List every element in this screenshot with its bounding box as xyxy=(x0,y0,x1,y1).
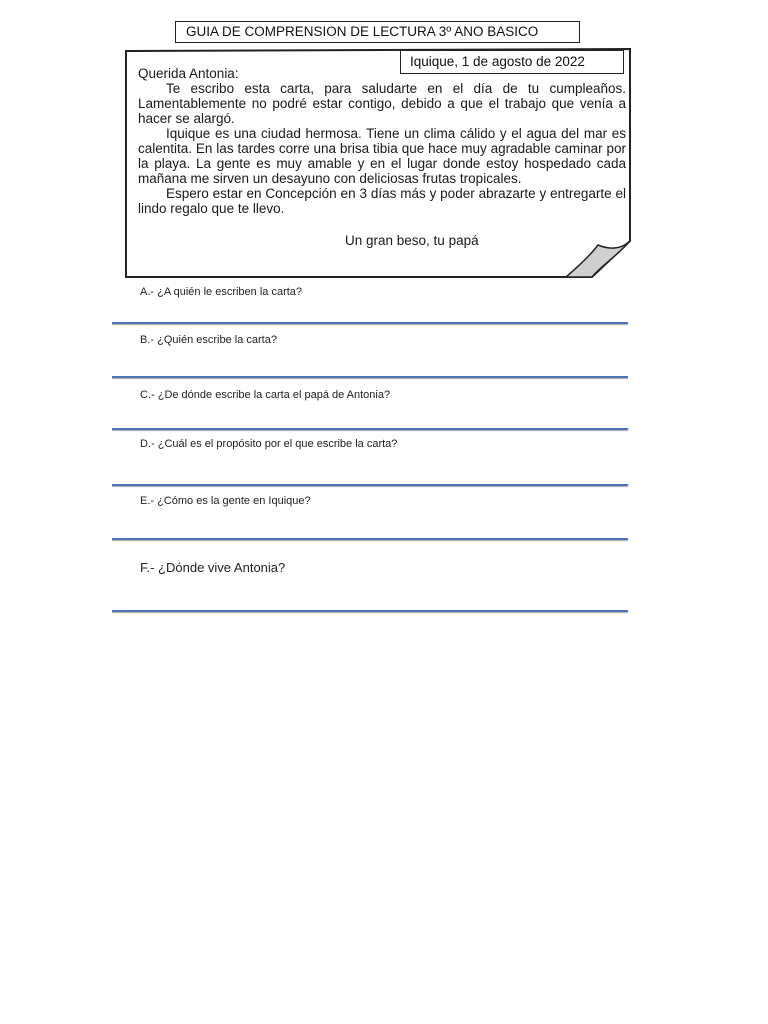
letter-signature: Un gran beso, tu papá xyxy=(345,233,479,248)
letter-salutation: Querida Antonia: xyxy=(138,66,239,81)
question-a: A.- ¿A quién le escriben la carta? xyxy=(140,286,303,298)
answer-line-e[interactable] xyxy=(112,538,628,540)
question-e: E.- ¿Cómo es la gente en Iquique? xyxy=(140,495,311,507)
letter-paragraph-1: Te escribo esta carta, para saludarte en el día de tu cumpleaños. Lamentablemente no podré estar contigo, debido a que el trabajo que venía a hacer se alargó. xyxy=(138,81,626,126)
question-c: C.- ¿De dónde escribe la carta el papá de Antonia? xyxy=(140,389,391,401)
answer-line-f[interactable] xyxy=(112,610,628,612)
letter-date: Iquique, 1 de agosto de 2022 xyxy=(400,50,624,74)
answer-line-a[interactable] xyxy=(112,322,628,324)
answer-line-c[interactable] xyxy=(112,428,628,430)
answer-line-b[interactable] xyxy=(112,376,628,378)
answer-line-d[interactable] xyxy=(112,484,628,486)
question-f: F.- ¿Dónde vive Antonia? xyxy=(140,560,286,575)
question-b: B.- ¿Quién escribe la carta? xyxy=(140,334,277,346)
letter-paragraph-3: Espero estar en Concepción en 3 días más y poder abrazarte y entregarte el lindo regalo que te llevo. xyxy=(138,186,626,216)
question-d: D.- ¿Cuál es el propósito por el que escribe la carta? xyxy=(140,438,398,450)
worksheet-title: GUIA DE COMPRENSION DE LECTURA 3º ANO BASICO xyxy=(175,21,580,43)
letter-body xyxy=(138,66,626,216)
letter-paragraph-2: Iquique es una ciudad hermosa. Tiene un clima cálido y el agua del mar es calentita. En las tardes corre una brisa tibia que hace muy agradable caminar por la playa. La gente es muy amable y en el lugar donde estoy hospedado cada mañana me sirven un desayuno con deliciosas frutas tropicales. xyxy=(138,126,626,186)
